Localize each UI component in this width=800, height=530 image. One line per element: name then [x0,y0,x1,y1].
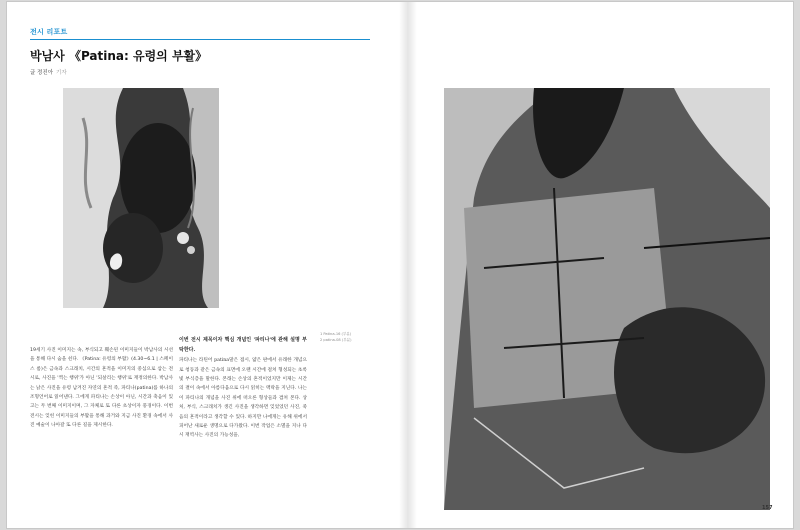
interview-question: 이번 전시 제목이자 핵심 개념인 '파티나'에 관해 설명 부탁한다. [179,337,307,353]
artwork-image-1 [63,88,219,308]
body-column-2 [179,336,307,441]
caption-line-2: 2 patina-08 (부분) [320,337,352,342]
byline-name: 글 정진아 [30,70,54,76]
body-column-1: 19세기 사진 이미지는 속, 부식되고 훼손된 이미지들이 박남사의 시선을 통해 다시 숨을 쉰다. 《Patina: 유령의 부활》(4.30~6.1 | 스페이스 룸)은 금속과 스크래치, 시간의 흔적을 이미지의 중심으로 삼는 전시로, 사진을 '찍는 행위'가 아닌 '되살리는 행위'로 재정의한다. 박남사는 낡은 사진을 유령 남겨진 자연의 흔적 즉, 파티나(patina)를 하나의 조형언어로 읽어낸다. 그에게 파티나는 손상이 아닌, 시간과 축음이 있고는 두 번째 이미지이며, 그 자체로 또 다른 초상이자 풍경이다. 이번 전시는 잊힌 이미지들의 부활을 통해 과거와 지금 사진 환경 속에서 사진 예술이 나아갈 또 다른 길을 제시한다. [30,348,173,429]
magazine-spread [7,2,793,528]
byline [30,68,67,76]
page-number: 157 [762,505,773,511]
section-label: 전시 리포트 [30,28,68,36]
artwork-2-graphic [444,88,773,511]
caption-line-1: 1 Patina-16 (부분) [320,332,352,336]
image-caption [320,332,410,343]
byline-role: 기자 [56,70,67,76]
artwork-image-2 [444,88,773,511]
page-gutter [399,2,417,528]
article-title: 박남사 《Patina: 유령의 부활》 [30,49,208,63]
interview-answer: 파티나는 라틴어 patina말은 접시, 얇은 판에서 유래한 개념으로 청동과 같은 금속의 표면에 오랜 시간에 걸쳐 형성되는 초록빛 부식층을 말한다. 본래는 손상의 흔적이었지만 이제는 시간의 결이 속에서 아름다움으로 다시 읽히는 맥락을 지닌다. 나는 이 파티나의 개념을 사진 위에 떠오른 형상들과 겹쳐 본다. 상처, 부식, 스크래치가 생긴 사진을 생각하면 잊었었던 사진, 죽음의 흔적이라고 생각할 수 있다. 하지만 나에게는 유해 위에서 피어난 새로운 생명으로 다가왔다. 이번 작업은 소멸을 지나 다시 재역사는 사진의 가능성을, [179,358,307,439]
section-rule [30,39,370,40]
artwork-1-graphic [63,88,219,308]
